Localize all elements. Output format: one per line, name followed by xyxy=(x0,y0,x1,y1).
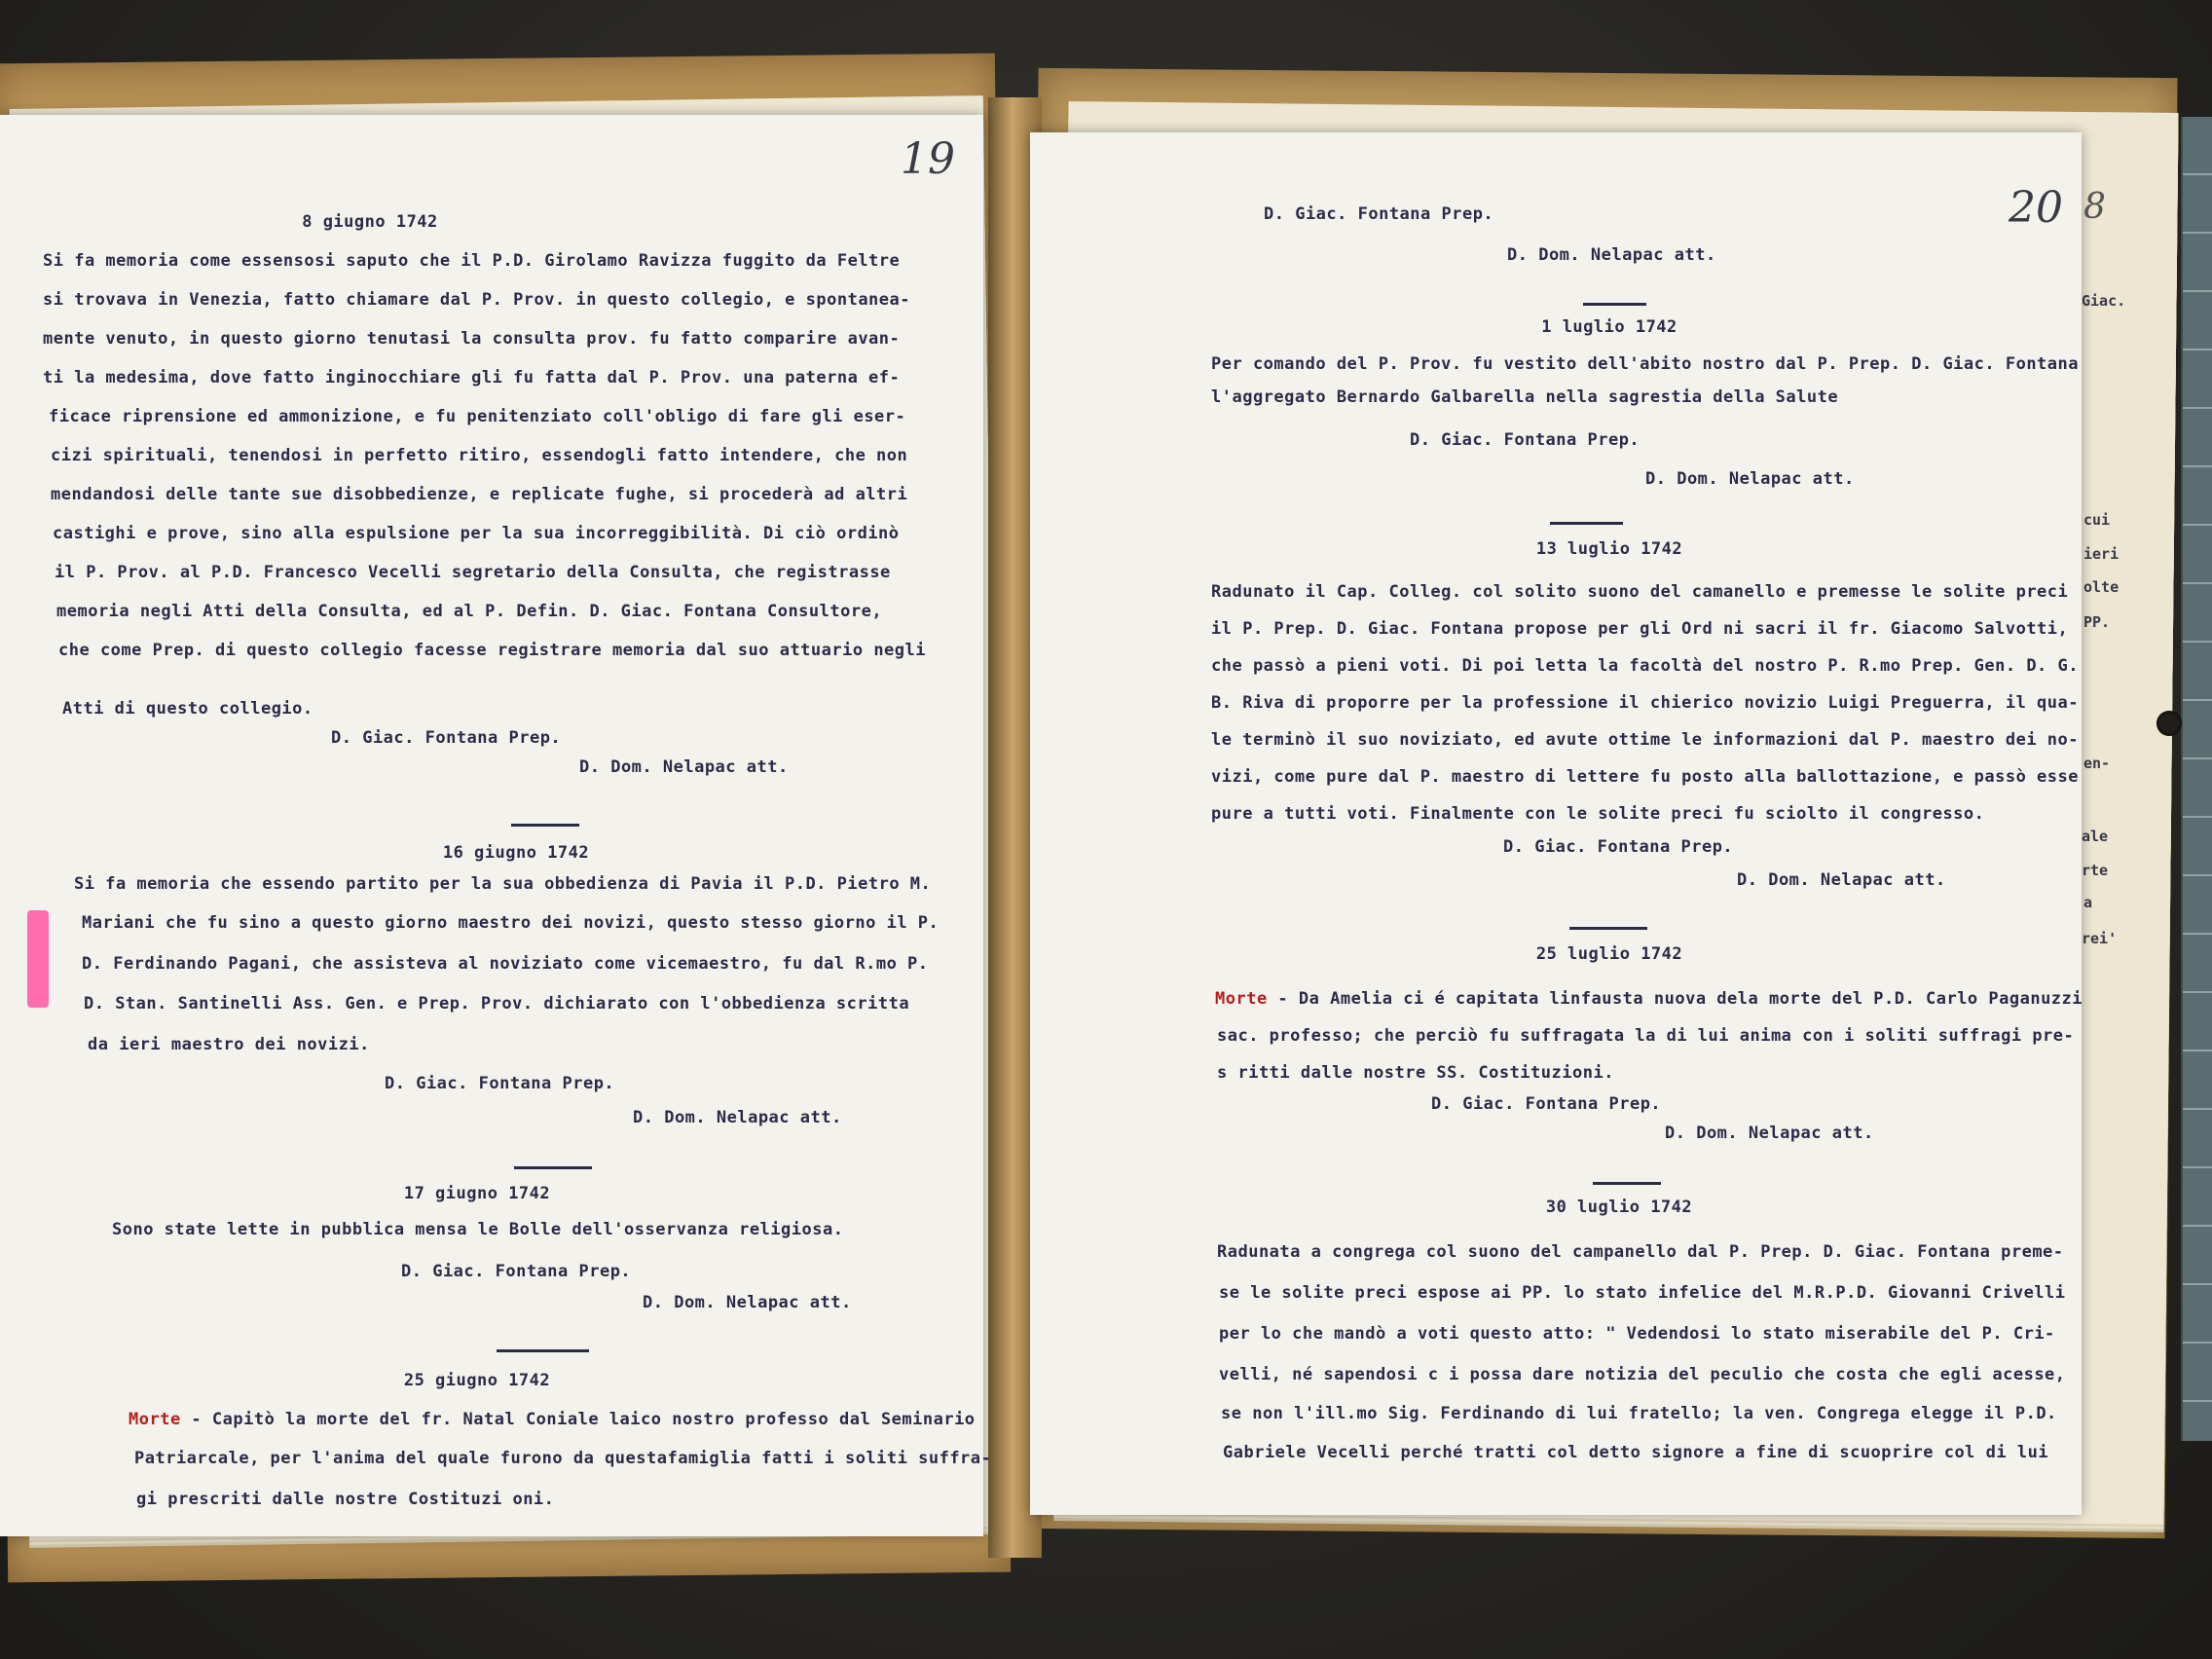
entry-date: 16 giugno 1742 xyxy=(442,843,590,863)
entry-line: D. Ferdinando Pagani, che assisteva al noviziato come vicemaestro, fu dal R.mo P. xyxy=(82,954,929,974)
entry-date: 25 giugno 1742 xyxy=(403,1371,551,1390)
entry-line: Atti di questo collegio. xyxy=(62,699,313,719)
entry-line: castighi e prove, sino alla espulsione per la sua incorreggibilità. Di ciò ordinò xyxy=(53,524,900,543)
entry-line: Per comando del P. Prov. fu vestito dell'abito nostro dal P. Prep. D. Giac. Fontana xyxy=(1211,354,2079,374)
signature-att: D. Dom. Nelapac att. xyxy=(1645,469,1855,489)
entry-line: che passò a pieni voti. Di poi letta la facoltà del nostro P. R.mo Prep. Gen. D. G. xyxy=(1211,656,2079,676)
binding-hole xyxy=(2157,711,2182,736)
section-divider xyxy=(514,1166,592,1169)
entry-line: memoria negli Atti della Consulta, ed al P. Defin. D. Giac. Fontana Consultore, xyxy=(56,602,883,621)
entry-line: se non l'ill.mo Sig. Ferdinando di lui fratello; la ven. Congrega elegge il P.D. xyxy=(1221,1404,2057,1423)
entry-line: mente venuto, in questo giorno tenutasi la consulta prov. fu fatto comparire avan- xyxy=(43,329,901,349)
page-number: 19 xyxy=(901,134,955,184)
entry-date: 13 luglio 1742 xyxy=(1535,539,1683,559)
entry-line: il P. Prov. al P.D. Francesco Vecelli segretario della Consulta, che registrasse xyxy=(55,563,891,582)
entry-line: gi prescriti dalle nostre Costituzi oni. xyxy=(136,1490,555,1509)
signature-att: D. Dom. Nelapac att. xyxy=(643,1293,852,1312)
entry-line: ficace riprensione ed ammonizione, e fu penitenziato coll'obligo di fare gli eser- xyxy=(49,407,906,426)
pink-bookmark-tab xyxy=(27,910,49,1008)
entry-line: sac. professo; che perciò fu suffragata la di lui anima con i soliti suffragi pre- xyxy=(1217,1026,2075,1046)
section-divider xyxy=(1583,303,1646,306)
signature-att: D. Dom. Nelapac att. xyxy=(1507,245,1716,265)
section-divider xyxy=(497,1349,589,1352)
entry-line: Si fa memoria come essensosi saputo che il P.D. Girolamo Ravizza fuggito da Feltre xyxy=(43,251,901,271)
morte-label: Morte xyxy=(1215,989,1268,1009)
entry-date: 8 giugno 1742 xyxy=(302,212,438,232)
margin-fragment: olte xyxy=(2083,578,2120,596)
entry-line: Gabriele Vecelli perché tratti col detto signore a fine di scuoprire col di lui xyxy=(1223,1443,2049,1462)
signature-prep: D. Giac. Fontana Prep. xyxy=(1431,1094,1662,1114)
signature-prep: D. Giac. Fontana Prep. xyxy=(385,1074,615,1093)
entry-line xyxy=(1215,989,2083,1009)
entry-line-text: - Capitò la morte del fr. Natal Coniale laico nostro professo dal Seminario xyxy=(180,1410,976,1429)
signature-att: D. Dom. Nelapac att. xyxy=(1737,870,1946,890)
entry-line: velli, né sapendosi c i possa dare notizia del peculio che costa che egli acesse, xyxy=(1219,1365,2066,1384)
entry-line: ti la medesima, dove fatto inginocchiare gli fu fatta dal P. Prov. una paterna ef- xyxy=(43,368,901,387)
signature-prep: D. Giac. Fontana Prep. xyxy=(401,1262,632,1281)
margin-fragment: en- xyxy=(2083,755,2111,772)
margin-fragment: a xyxy=(2083,894,2093,911)
entry-line: Radunato il Cap. Colleg. col solito suono del camanello e premesse le solite preci xyxy=(1211,582,2069,602)
signature-att: D. Dom. Nelapac att. xyxy=(1665,1124,1874,1143)
margin-fragment: rei' xyxy=(2082,930,2118,947)
margin-fragment: ieri xyxy=(2083,545,2120,563)
section-divider xyxy=(1550,522,1623,525)
entry-date: 1 luglio 1742 xyxy=(1541,317,1677,337)
entry-line: mendandosi delle tante sue disobbedienze, e replicate fughe, si procederà ad altri xyxy=(51,485,908,504)
margin-fragment: cui xyxy=(2083,511,2111,529)
entry-date: 25 luglio 1742 xyxy=(1535,944,1683,964)
section-divider xyxy=(1593,1182,1661,1185)
signature-att: D. Dom. Nelapac att. xyxy=(579,757,789,777)
section-divider xyxy=(511,824,579,827)
morte-label: Morte xyxy=(129,1410,181,1429)
section-divider xyxy=(1569,927,1647,930)
entry-line: da ieri maestro dei novizi. xyxy=(88,1035,370,1054)
entry-line: per lo che mandò a voti questo atto: " Vedendosi lo stato miserabile del P. Cri- xyxy=(1219,1324,2055,1344)
entry-line: l'aggregato Bernardo Galbarella nella sagrestia della Salute xyxy=(1211,387,1839,407)
entry-line: s ritti dalle nostre SS. Costituzioni. xyxy=(1217,1063,1614,1083)
entry-line: che come Prep. di questo collegio facesse registrare memoria dal suo attuario negli xyxy=(58,641,926,660)
entry-line: pure a tutti voti. Finalmente con le solite preci fu sciolto il congresso. xyxy=(1211,804,1985,824)
entry-line: Mariani che fu sino a questo giorno maestro dei novizi, questo stesso giorno il P. xyxy=(82,913,940,933)
entry-line: il P. Prep. D. Giac. Fontana propose per gli Ord ni sacri il fr. Giacomo Salvotti, xyxy=(1211,619,2069,639)
margin-fragment: ale xyxy=(2082,828,2109,845)
entry-line: B. Riva di proporre per la professione il chierico novizio Luigi Preguerra, il qua- xyxy=(1211,693,2079,713)
entry-line: Radunata a congrega col suono del campanello dal P. Prep. D. Giac. Fontana preme- xyxy=(1217,1242,2064,1262)
entry-date: 30 luglio 1742 xyxy=(1545,1198,1693,1217)
page-number-behind: 8 xyxy=(2083,187,2106,227)
signature-prep: D. Giac. Fontana Prep. xyxy=(1410,430,1641,450)
entry-line: vizi, come pure dal P. maestro di lettere fu posto alla ballottazione, e passò esse xyxy=(1211,767,2079,787)
entry-line xyxy=(129,1410,976,1429)
entry-line: Si fa memoria che essendo partito per la sua obbedienza di Pavia il P.D. Pietro M. xyxy=(74,874,932,894)
entry-line: Sono state lette in pubblica mensa le Bolle dell'osservanza religiosa. xyxy=(112,1220,844,1239)
entry-line: le terminò il suo noviziato, ed avute ottime le informazioni dal P. maestro dei no- xyxy=(1211,730,2079,750)
entry-line: cizi spirituali, tenendosi in perfetto ritiro, essendogli fatto intendere, che non xyxy=(51,446,908,465)
signature-att: D. Dom. Nelapac att. xyxy=(633,1108,842,1127)
margin-fragment: Giac. xyxy=(2082,292,2126,310)
scale-ruler xyxy=(2181,117,2212,1441)
margin-fragment: PP. xyxy=(2083,613,2111,631)
entry-line: se le solite preci espose ai PP. lo stato infelice del M.R.P.D. Giovanni Crivelli xyxy=(1219,1283,2066,1303)
signature-prep: D. Giac. Fontana Prep. xyxy=(1264,204,1494,224)
entry-date: 17 giugno 1742 xyxy=(403,1184,551,1203)
signature-prep: D. Giac. Fontana Prep. xyxy=(331,728,562,748)
page-number: 20 xyxy=(2009,183,2063,233)
margin-fragment: rte xyxy=(2082,862,2109,879)
entry-line: D. Stan. Santinelli Ass. Gen. e Prep. Prov. dichiarato con l'obbedienza scritta xyxy=(84,994,910,1014)
entry-line-text: - Da Amelia ci é capitata linfausta nuova dela morte del P.D. Carlo Paganuzzi xyxy=(1267,989,2083,1009)
entry-line: Patriarcale, per l'anima del quale furono da questafamiglia fatti i soliti suffra- xyxy=(134,1449,992,1468)
entry-line: si trovava in Venezia, fatto chiamare dal P. Prov. in questo collegio, e spontanea- xyxy=(43,290,910,310)
left-page xyxy=(0,115,992,1536)
signature-prep: D. Giac. Fontana Prep. xyxy=(1503,837,1734,857)
